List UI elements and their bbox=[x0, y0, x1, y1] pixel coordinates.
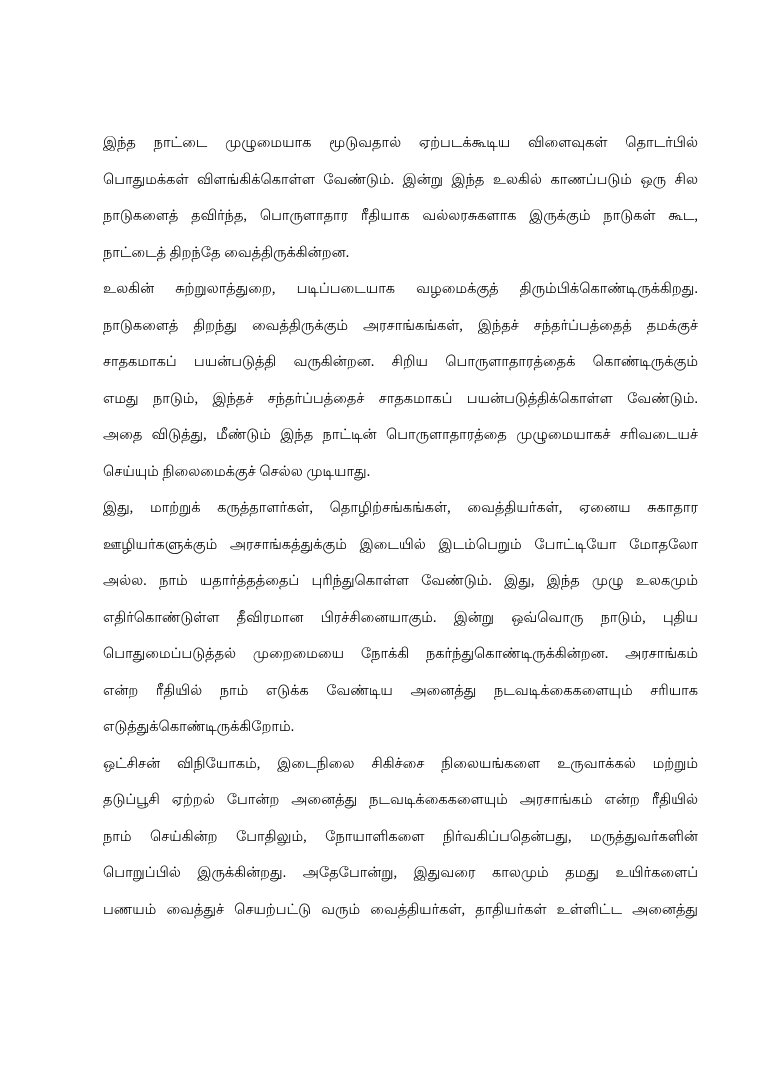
text-line: இந்த நாட்டை முழுமையாக மூடுவதால் ஏற்படக்கூடிய விளைவுகள் தொடர்பில் bbox=[103, 135, 698, 151]
text-line: பொறுப்பில் இருக்கின்றது. அதேபோன்று, இதுவரை காலமும் தமது உயிர்களைப் bbox=[103, 865, 698, 881]
document-body bbox=[103, 125, 698, 928]
text-line: அல்ல. நாம் யதார்த்தத்தைப் புரிந்துகொள்ள வேண்டும். இது, இந்த முழு உலகமும் bbox=[103, 573, 698, 589]
text-line: நாம் செய்கின்ற போதிலும், நோயாளிகளை நிர்வகிப்பதென்பது, மருத்துவர்களின் bbox=[103, 828, 698, 845]
text-line: பொதுமக்கள் விளங்கிக்கொள்ள வேண்டும். இன்று இந்த உலகில் காணப்படும் ஒரு சில bbox=[103, 171, 698, 188]
text-line: அதை விடுத்து, மீண்டும் இந்த நாட்டின் பொருளாதாரத்தை முழுமையாகச் சரிவடையச் bbox=[103, 427, 698, 443]
text-line: தடுப்பூசி ஏற்றல் போன்ற அனைத்து நடவடிக்கைகளையும் அரசாங்கம் என்ற ரீதியில் bbox=[103, 792, 698, 808]
text-line: உலகின் சுற்றுலாத்துறை, படிப்படையாக வழமைக்குத் திரும்பிக்கொண்டிருக்கிறது. bbox=[103, 281, 698, 297]
text-line: நாட்டைத் திறந்தே வைத்திருக்கின்றன. bbox=[103, 244, 350, 261]
text-line: ஊழியர்களுக்கும் அரசாங்கத்துக்கும் இடையில் இடம்பெறும் போட்டியோ மோதலோ bbox=[103, 536, 698, 553]
text-line: என்ற ரீதியில் நாம் எடுக்க வேண்டிய அனைத்து நடவடிக்கைகளையும் சரியாக bbox=[103, 682, 698, 699]
paragraph bbox=[103, 490, 698, 746]
text-line: எமது நாடும், இந்தச் சந்தர்ப்பத்தைச் சாதகமாகப் பயன்படுத்திக்கொள்ள வேண்டும். bbox=[103, 390, 698, 407]
text-line: ஒட்சிசன் விநியோகம், இடைநிலை சிகிச்சை நிலையங்களை உருவாக்கல் மற்றும் bbox=[103, 755, 698, 772]
paragraph bbox=[103, 125, 698, 271]
text-line: பணயம் வைத்துச் செயற்பட்டு வரும் வைத்தியர்கள், தாதியர்கள் உள்ளிட்ட அனைத்து bbox=[103, 901, 698, 918]
text-line: நாடுகளைத் தவிர்ந்த, பொருளாதார ரீதியாக வல்லரசுகளாக இருக்கும் நாடுகள் கூட, bbox=[103, 208, 698, 224]
text-line: எதிர்கொண்டுள்ள தீவிரமான பிரச்சினையாகும். இன்று ஒவ்வொரு நாடும், புதிய bbox=[103, 609, 698, 626]
text-line: எடுத்துக்கொண்டிருக்கிறோம். bbox=[103, 719, 295, 735]
paragraph bbox=[103, 271, 698, 490]
paragraph bbox=[103, 746, 698, 929]
text-line: செய்யும் நிலைமைக்குச் செல்ல முடியாது. bbox=[103, 463, 371, 480]
text-line: பொதுமைப்படுத்தல் முறைமையை நோக்கி நகர்ந்துகொண்டிருக்கின்றன. அரசாங்கம் bbox=[103, 646, 698, 662]
text-line: சாதகமாகப் பயன்படுத்தி வருகின்றன. சிறிய பொருளாதாரத்தைக் கொண்டிருக்கும் bbox=[103, 354, 698, 370]
text-line: நாடுகளைத் திறந்து வைத்திருக்கும் அரசாங்கங்கள், இந்தச் சந்தர்ப்பத்தைத் தமக்குச் bbox=[103, 317, 698, 334]
text-line: இது, மாற்றுக் கருத்தாளர்கள், தொழிற்சங்கங்கள், வைத்தியர்கள், ஏனைய சுகாதார bbox=[103, 500, 698, 516]
